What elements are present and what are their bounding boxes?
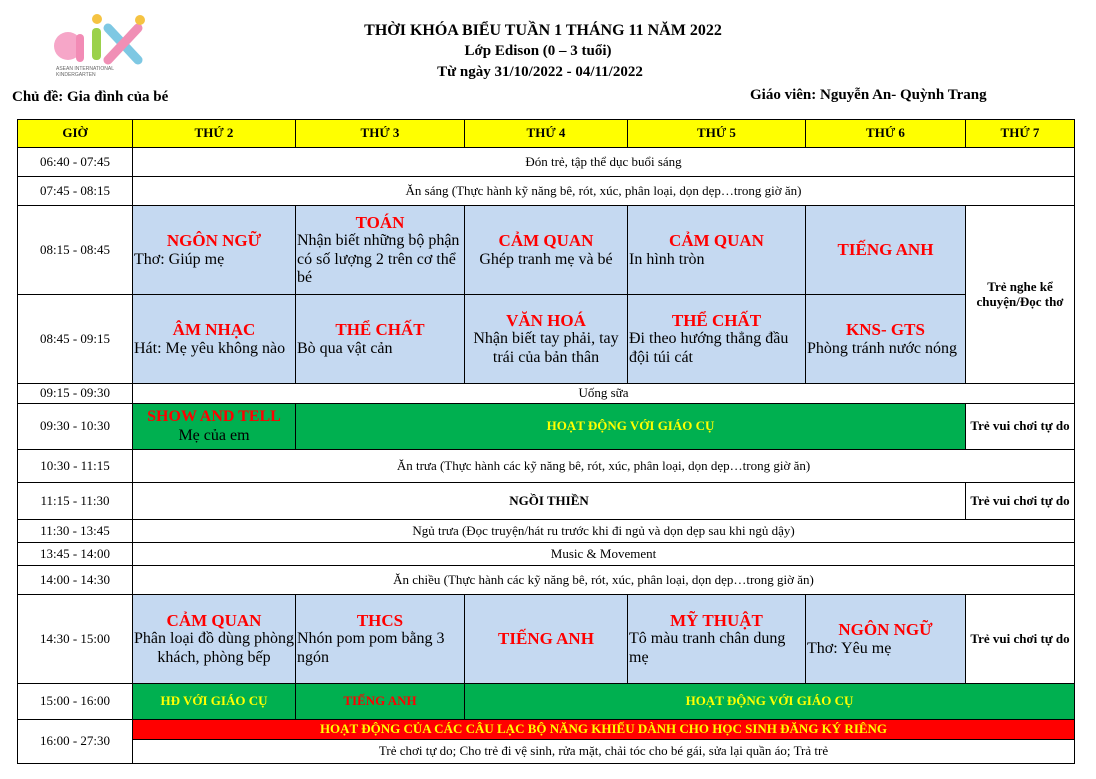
table-row <box>18 206 1075 295</box>
header-row <box>18 120 1075 148</box>
lesson-desc: Bò qua vật cản <box>297 339 393 357</box>
table-row <box>18 520 1075 543</box>
activity-banner: TIẾNG ANH <box>296 684 465 720</box>
subject-label: CẢM QUAN <box>166 610 262 630</box>
subject-label: TIẾNG ANH <box>837 240 934 260</box>
lesson-desc: Phòng tránh nước nóng <box>807 339 958 357</box>
lesson-cell <box>806 595 966 684</box>
svg-text:ASEAN INTERNATIONAL: ASEAN INTERNATIONAL <box>56 66 114 72</box>
col-header-fri: THỨ 6 <box>806 120 966 148</box>
table-row <box>18 404 1075 450</box>
col-header-tue: THỨ 3 <box>296 120 465 148</box>
col-header-wed: THỨ 4 <box>465 120 628 148</box>
date-range: Từ ngày 31/10/2022 - 04/11/2022 <box>437 64 643 80</box>
time-cell: 06:40 - 07:45 <box>18 148 133 177</box>
saturday-cell: Trẻ vui chơi tự do <box>966 404 1075 450</box>
subject-label: CẢM QUAN <box>669 231 764 251</box>
lesson-desc: In hình tròn <box>629 250 705 268</box>
lesson-cell <box>465 295 628 384</box>
lesson-cell <box>465 206 628 295</box>
lesson-cell <box>133 206 296 295</box>
table-row <box>18 684 1075 720</box>
time-cell: 09:30 - 10:30 <box>18 404 133 450</box>
subject-label: TOÁN <box>355 212 405 232</box>
saturday-cell: Trẻ vui chơi tự do <box>966 595 1075 684</box>
class-name: Lớp Edison (0 – 3 tuổi) <box>464 43 612 59</box>
lesson-cell <box>296 595 465 684</box>
lesson-desc: Thơ: Yêu mẹ <box>807 639 892 657</box>
lesson-cell <box>465 595 628 684</box>
time-cell: 09:15 - 09:30 <box>18 384 133 404</box>
schedule-title: THỜI KHÓA BIỂU TUẦN 1 THÁNG 11 NĂM 2022 <box>364 22 722 39</box>
col-header-thu: THỨ 5 <box>628 120 806 148</box>
lesson-cell <box>296 206 465 295</box>
lesson-desc: Phân loại đồ dùng phòng khách, phòng bếp <box>134 630 294 666</box>
lesson-desc: Đi theo hướng thẳng đầu đội túi cát <box>629 330 789 366</box>
subject-label: NGÔN NGỮ <box>166 231 262 251</box>
lesson-cell <box>806 295 966 384</box>
activity-cell: NGỒI THIỀN <box>133 483 966 520</box>
time-cell: 08:15 - 08:45 <box>18 206 133 295</box>
activity-cell: Ăn sáng (Thực hành kỹ năng bê, rót, xúc, phân loại, dọn dẹp…trong giờ ăn) <box>133 177 1075 206</box>
table-row <box>18 295 1075 384</box>
lesson-desc: Ghép tranh mẹ và bé <box>479 250 613 268</box>
subject-label: CẢM QUAN <box>498 231 594 251</box>
activity-cell: Ăn chiều (Thực hành các kỹ năng bê, rót, xúc, phân loại, dọn dẹp…trong giờ ăn) <box>133 566 1075 595</box>
teacher-label: Giáo viên: Nguyễn An- Quỳnh Trang <box>750 87 987 103</box>
activity-cell: Đón trẻ, tập thể dục buổi sáng <box>133 148 1075 177</box>
subject-label: THỂ CHẤT <box>335 320 425 340</box>
svg-text:KINDERGARTEN: KINDERGARTEN <box>56 72 96 78</box>
time-cell: 14:00 - 14:30 <box>18 566 133 595</box>
subject-label: ÂM NHẠC <box>172 320 256 340</box>
time-cell: 08:45 - 09:15 <box>18 295 133 384</box>
subject-label: NGÔN NGỮ <box>838 620 933 640</box>
time-cell: 10:30 - 11:15 <box>18 450 133 483</box>
activity-cell: Music & Movement <box>133 543 1075 566</box>
activity-banner: HĐ VỚI GIÁO CỤ <box>133 684 296 720</box>
lesson-cell <box>628 595 806 684</box>
schedule-table <box>17 119 1075 764</box>
topic-label: Chủ đề: Gia đình của bé <box>12 89 169 105</box>
lesson-desc: Nhận biết những bộ phận có số lượng 2 trên cơ thể bé <box>297 232 460 286</box>
lesson-cell <box>133 595 296 684</box>
table-row <box>18 566 1075 595</box>
time-cell: 13:45 - 14:00 <box>18 543 133 566</box>
table-row <box>18 720 1075 740</box>
time-cell: 14:30 - 15:00 <box>18 595 133 684</box>
lesson-cell <box>628 206 806 295</box>
activity-banner: HOẠT ĐỘNG VỚI GIÁO CỤ <box>465 684 1075 720</box>
activity-cell: Ăn trưa (Thực hành các kỹ năng bê, rót, xúc, phân loại, dọn dẹp…trong giờ ăn) <box>133 450 1075 483</box>
lesson-desc: Nhón pom pom bằng 3 ngón <box>297 630 445 666</box>
subject-label: TIẾNG ANH <box>498 629 594 649</box>
club-banner: HOẠT ĐỘNG CỦA CÁC CÂU LẠC BỘ NĂNG KHIẾU DÀNH CHO HỌC SINH ĐĂNG KÝ RIÊNG <box>133 720 1075 740</box>
table-row <box>18 595 1075 684</box>
lesson-cell <box>806 206 966 295</box>
time-cell: 15:00 - 16:00 <box>18 684 133 720</box>
lesson-cell <box>628 295 806 384</box>
table-row <box>18 177 1075 206</box>
subject-label: MỸ THUẬT <box>670 610 763 630</box>
saturday-cell: Trẻ nghe kể chuyện/Đọc thơ <box>966 206 1075 384</box>
table-row <box>18 483 1075 520</box>
activity-cell: Trẻ chơi tự do; Cho trẻ đi vệ sinh, rửa mặt, chải tóc cho bé gái, sửa lại quần áo; Trả trẻ <box>133 740 1075 764</box>
time-cell: 11:15 - 11:30 <box>18 483 133 520</box>
subject-label: THỂ CHẤT <box>671 310 762 330</box>
lesson-desc: Hát: Mẹ yêu không nào <box>134 339 286 357</box>
time-cell: 07:45 - 08:15 <box>18 177 133 206</box>
activity-banner: HOẠT ĐỘNG VỚI GIÁO CỤ <box>296 404 966 450</box>
lesson-cell <box>133 404 296 450</box>
activity-cell: Ngủ trưa (Đọc truyện/hát ru trước khi đi ngủ và dọn dẹp sau khi ngủ dậy) <box>133 520 1075 543</box>
table-row <box>18 450 1075 483</box>
lesson-cell <box>296 295 465 384</box>
lesson-desc: Mẹ của em <box>178 426 250 444</box>
table-row <box>18 148 1075 177</box>
table-row <box>18 384 1075 404</box>
col-header-time: GIỜ <box>18 120 133 148</box>
saturday-cell: Trẻ vui chơi tự do <box>966 483 1075 520</box>
subject-label: VĂN HOÁ <box>506 310 586 330</box>
time-cell: 11:30 - 13:45 <box>18 520 133 543</box>
subject-label: SHOW AND TELL <box>147 408 281 426</box>
activity-cell: Uống sữa <box>133 384 1075 404</box>
table-row <box>18 543 1075 566</box>
subject-label: THCS <box>356 610 404 630</box>
time-cell: 16:00 - 27:30 <box>18 720 133 764</box>
lesson-desc: Nhận biết tay phải, tay trái của bản thân <box>473 330 619 366</box>
lesson-desc: Tô màu tranh chân dung mẹ <box>629 630 786 666</box>
lesson-cell <box>133 295 296 384</box>
col-header-mon: THỨ 2 <box>133 120 296 148</box>
col-header-sat: THỨ 7 <box>966 120 1075 148</box>
subject-label: KNS- GTS <box>846 320 925 340</box>
lesson-desc: Thơ: Giúp mẹ <box>134 250 225 268</box>
table-row <box>18 740 1075 764</box>
